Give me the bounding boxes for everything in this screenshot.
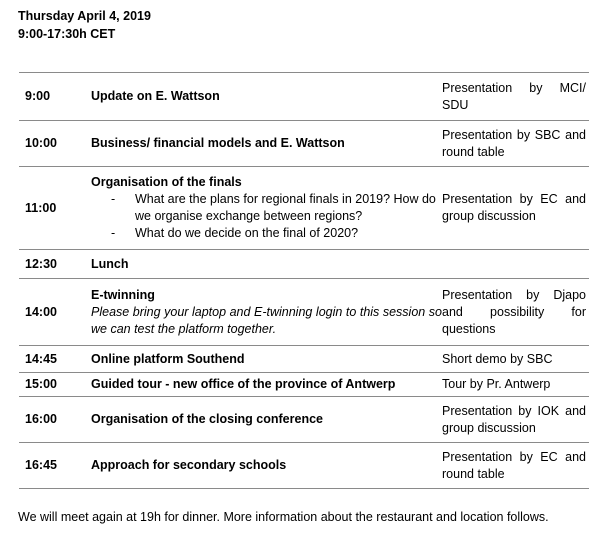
table-row	[19, 443, 589, 489]
activity-title: Guided tour - new office of the province of Antwerp	[91, 377, 396, 391]
activity-note: Please bring your laptop and E-twinning login to this session so we can test the platform together.	[91, 304, 442, 336]
row-format: Presentation by Djapo and possibility for questions	[442, 279, 589, 346]
meeting-date: Thursday April 4, 2019	[18, 9, 151, 23]
meeting-time-range: 9:00-17:30h CET	[18, 27, 116, 41]
row-format: Presentation by IOK and group discussion	[442, 397, 589, 443]
table-row	[19, 250, 589, 279]
row-time: 14:45	[19, 346, 91, 373]
row-time: 12:30	[19, 250, 91, 279]
activity-title: Organisation of the closing conference	[91, 412, 323, 426]
bullet-text: What do we decide on the final of 2020?	[135, 226, 359, 240]
footer-note: We will meet again at 19h for dinner. More information about the restaurant and location follows.	[18, 510, 549, 524]
row-activity	[91, 167, 442, 250]
row-time: 16:00	[19, 397, 91, 443]
row-time: 14:00	[19, 279, 91, 346]
row-activity	[91, 397, 442, 443]
table-row	[19, 167, 589, 250]
row-format: Presentation by MCI/ SDU	[442, 73, 589, 121]
activity-title: Lunch	[91, 256, 129, 271]
row-format: Tour by Pr. Antwerp	[442, 373, 589, 397]
row-activity	[91, 279, 442, 346]
table-row	[19, 346, 589, 373]
row-activity	[91, 346, 442, 373]
agenda-table	[19, 72, 589, 489]
bullet-item: - What are the plans for regional finals in 2019? How do we organise exchange between regions?	[111, 192, 436, 223]
row-activity	[91, 250, 442, 279]
row-format: Presentation by EC and round table	[442, 443, 589, 489]
row-format	[442, 250, 589, 279]
table-row	[19, 373, 589, 397]
bullet-text: What are the plans for regional finals in 2019? How do we organise exchange between regions?	[135, 192, 436, 223]
table-row	[19, 397, 589, 443]
row-time: 15:00	[19, 373, 91, 397]
table-row	[19, 121, 589, 167]
table-row	[19, 73, 589, 121]
table-row	[19, 279, 589, 346]
row-format: Short demo by SBC	[442, 346, 589, 373]
row-activity	[91, 121, 442, 167]
bullet-item: - What do we decide on the final of 2020?	[111, 226, 359, 240]
row-activity	[91, 443, 442, 489]
activity-title: E-twinning	[91, 287, 155, 302]
row-activity	[91, 73, 442, 121]
activity-title: Organisation of the finals	[91, 175, 242, 189]
row-time: 11:00	[19, 167, 91, 250]
activity-title: Online platform Southend	[91, 351, 245, 366]
activity-title: Business/ financial models and E. Wattson	[91, 136, 345, 150]
activity-title: Approach for secondary schools	[91, 458, 287, 472]
activity-title: Update on E. Wattson	[91, 89, 220, 103]
row-activity	[91, 373, 442, 397]
row-format: Presentation by SBC and round table	[442, 121, 589, 167]
row-time: 10:00	[19, 121, 91, 167]
row-time: 9:00	[19, 73, 91, 121]
row-time: 16:45	[19, 443, 91, 489]
row-format: Presentation by EC and group discussion	[442, 167, 589, 250]
